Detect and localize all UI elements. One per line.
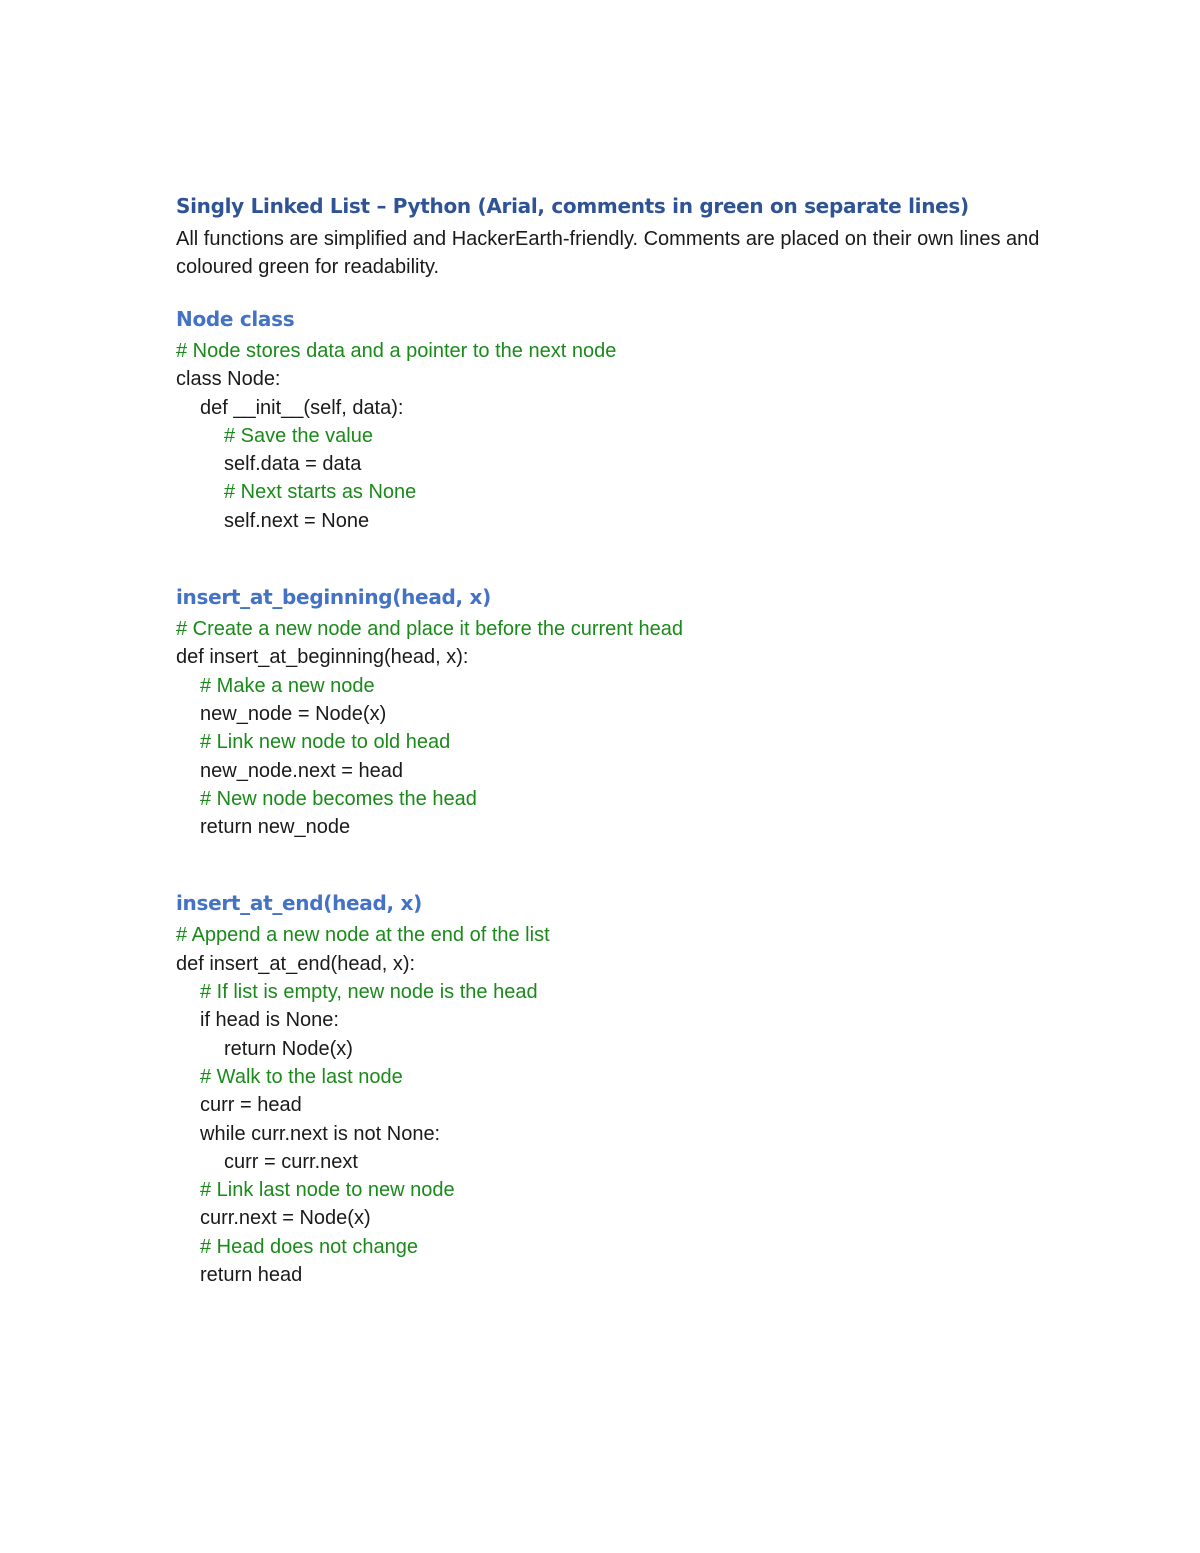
code-line: self.next = None <box>224 509 370 532</box>
code-line: return new_node <box>200 816 351 839</box>
code-line: new_node = Node(x) <box>200 702 387 725</box>
code-comment-line: # Next starts as None <box>224 481 417 504</box>
code-line: curr = curr.next <box>224 1150 358 1173</box>
code-comment-line: # Save the value <box>224 424 373 447</box>
code-line: while curr.next is not None: <box>200 1122 441 1145</box>
code-line: curr.next = Node(x) <box>200 1207 371 1230</box>
code-sections <box>176 303 1056 1289</box>
code-section <box>176 581 1056 841</box>
code-comment-line: # Make a new node <box>200 674 375 697</box>
code-comment-line: # Append a new node at the end of the list <box>176 924 550 947</box>
code-section <box>176 887 1056 1289</box>
code-comment-line: # If list is empty, new node is the head <box>200 981 538 1004</box>
code-line: def insert_at_end(head, x): <box>176 952 416 975</box>
section-heading: Node class <box>176 307 295 331</box>
code-line: class Node: <box>176 368 281 391</box>
code-line: curr = head <box>200 1094 302 1117</box>
code-comment-line: # Link new node to old head <box>200 731 451 754</box>
code-comment-line: # Head does not change <box>200 1235 418 1258</box>
code-line: def insert_at_beginning(head, x): <box>176 646 469 669</box>
code-line: return Node(x) <box>224 1037 353 1060</box>
code-line: if head is None: <box>200 1009 339 1032</box>
code-comment-line: # Node stores data and a pointer to the next node <box>176 340 617 362</box>
code-comment-line: # New node becomes the head <box>200 787 477 810</box>
intro-paragraph: All functions are simplified and HackerEarth-friendly. Comments are placed on their own lines and coloured green for readability. <box>176 228 1040 278</box>
code-comment-line: # Walk to the last node <box>200 1065 403 1088</box>
code-line: return head <box>200 1264 303 1287</box>
code-section <box>176 303 1056 535</box>
code-line: new_node.next = head <box>200 759 403 782</box>
document-title: Singly Linked List – Python (Arial, comments in green on separate lines) <box>176 194 969 218</box>
code-line: self.data = data <box>224 453 362 476</box>
code-comment-line: # Link last node to new node <box>200 1179 455 1202</box>
section-heading: insert_at_end(head, x) <box>176 891 422 916</box>
code-line: def __init__(self, data): <box>200 396 404 419</box>
code-comment-line: # Create a new node and place it before the current head <box>176 618 684 641</box>
document-page <box>176 190 1056 1289</box>
section-heading: insert_at_beginning(head, x) <box>176 585 491 610</box>
